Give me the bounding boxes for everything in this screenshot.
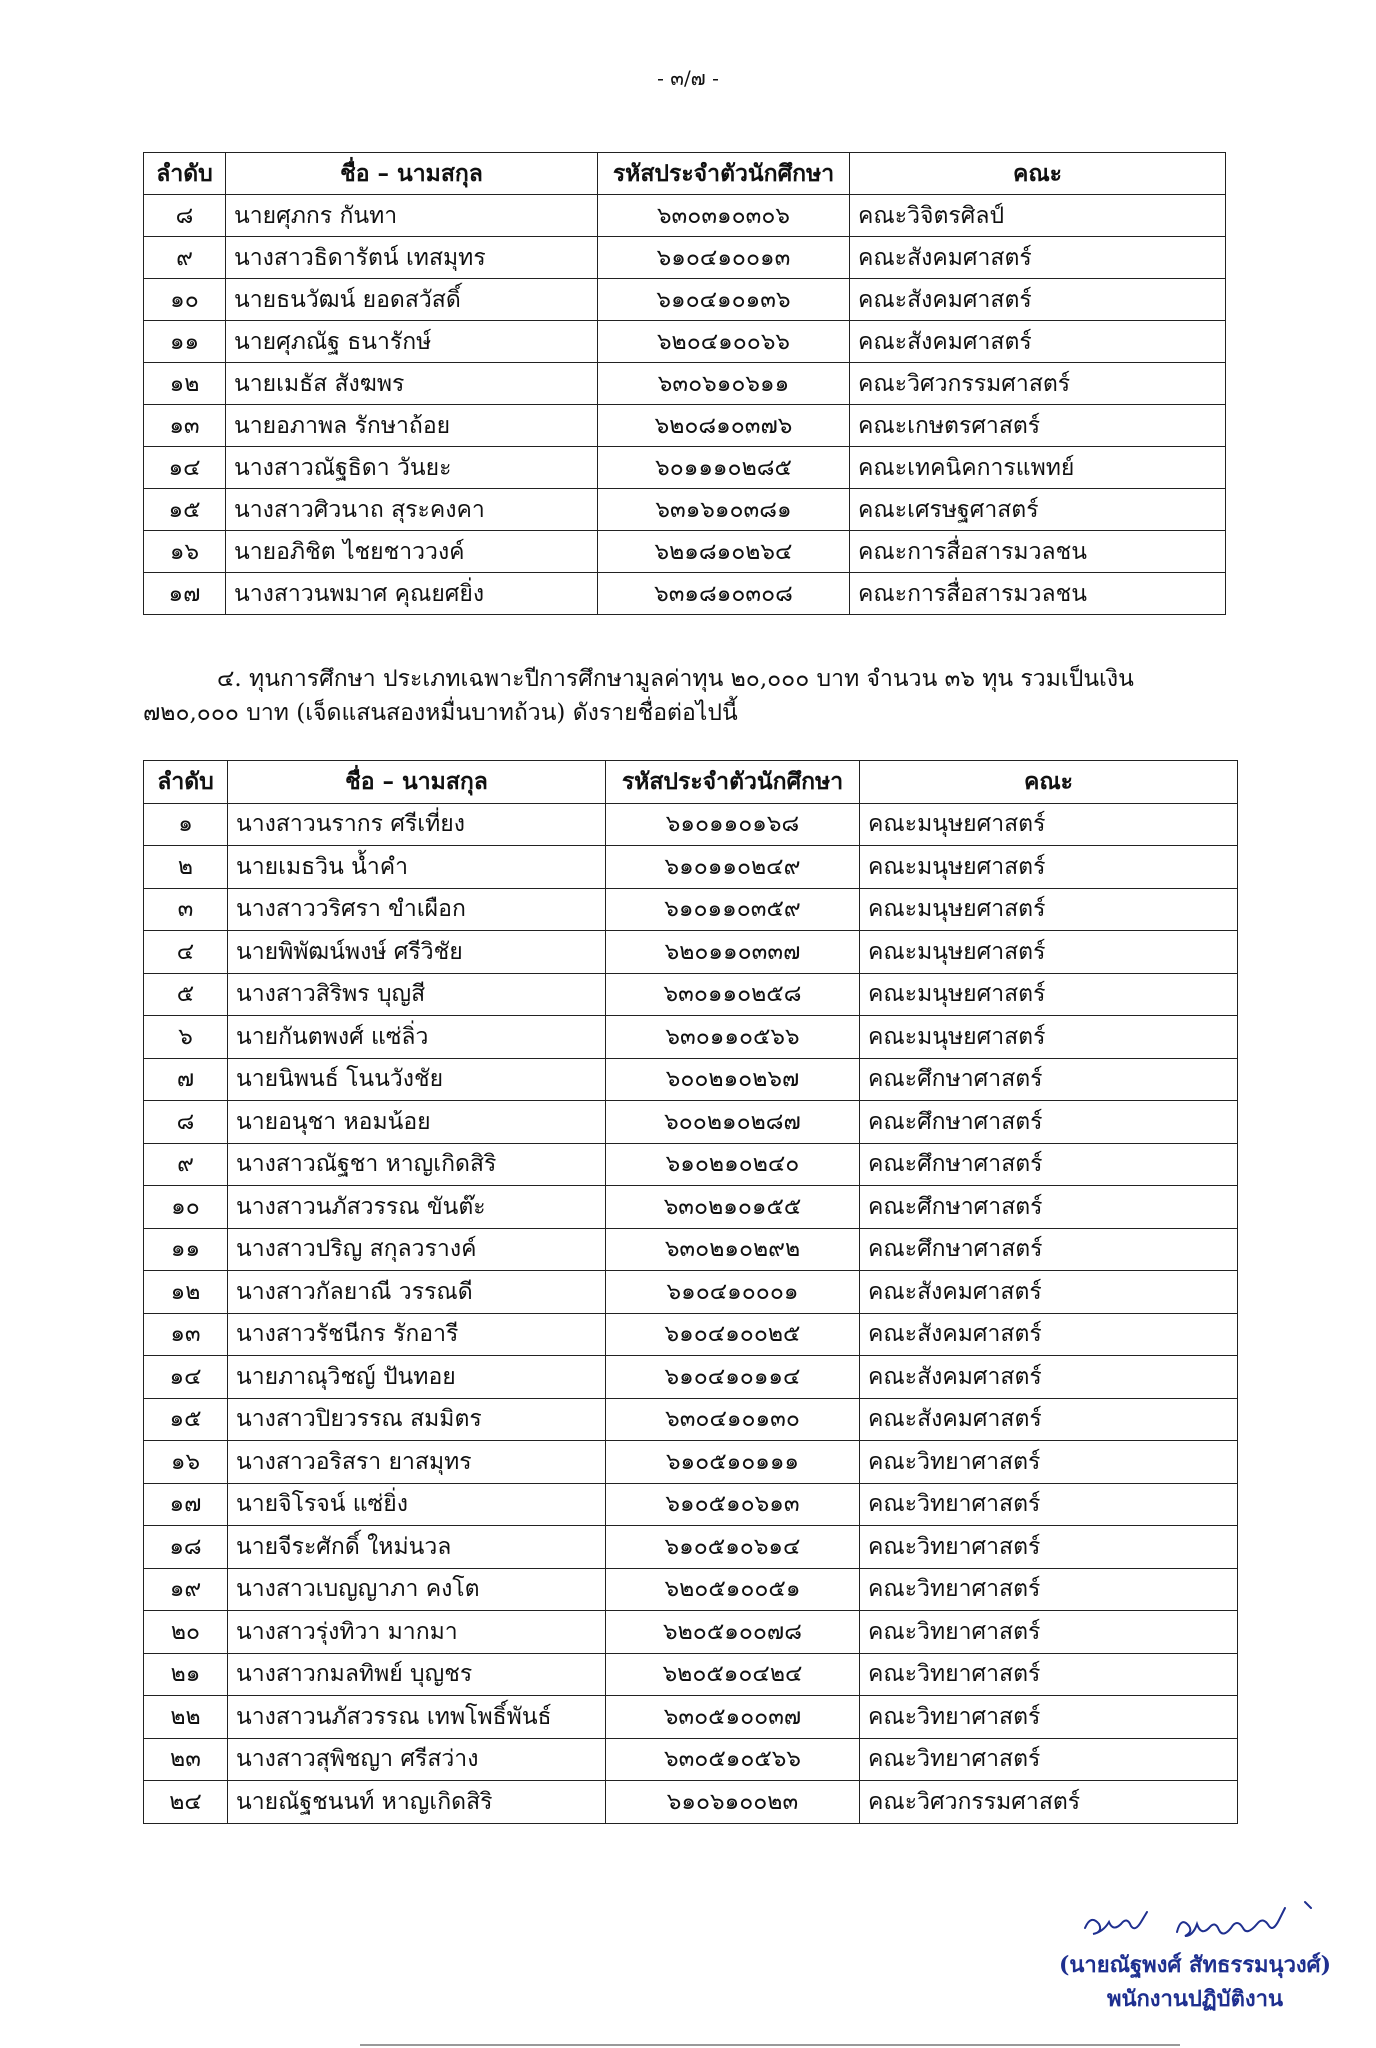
cell-student-id: ๖๒๐๕๑๐๐๗๘ (606, 1611, 860, 1654)
cell-name: นายธนวัฒน์ ยอดสวัสดิ์ (226, 279, 598, 321)
cell-student-id: ๖๑๐๔๑๐๐๒๕ (606, 1313, 860, 1356)
table-row (144, 1313, 1238, 1356)
cell-student-id: ๖๑๐๔๑๐๑๑๔ (606, 1356, 860, 1399)
cell-name: นางสาวสุพิชญา ศรีสว่าง (228, 1738, 606, 1781)
cell-no: ๗ (144, 1058, 228, 1101)
bottom-divider (360, 2044, 1180, 2046)
cell-faculty: คณะวิจิตรศิลป์ (850, 195, 1226, 237)
cell-student-id: ๖๓๐๖๑๐๖๑๑ (598, 363, 850, 405)
cell-faculty: คณะมนุษยศาสตร์ (860, 931, 1238, 974)
cell-name: นางสาวนภัสวรรณ ขันต๊ะ (228, 1186, 606, 1229)
signature-block (1030, 1898, 1360, 2016)
table-row (144, 1781, 1238, 1824)
cell-name: นางสาวสิริพร บุญสี (228, 973, 606, 1016)
table-row (144, 1143, 1238, 1186)
cell-no: ๑๕ (144, 1398, 228, 1441)
cell-no: ๑ (144, 803, 228, 846)
page-number: - ๓/๗ - (657, 66, 719, 90)
cell-no: ๒๐ (144, 1611, 228, 1654)
cell-faculty: คณะวิทยาศาสตร์ (860, 1441, 1238, 1484)
cell-name: นายณัฐชนนท์ หาญเกิดสิริ (228, 1781, 606, 1824)
cell-faculty: คณะมนุษยศาสตร์ (860, 803, 1238, 846)
signatory-title: พนักงานปฏิบัติงาน (1106, 1986, 1284, 2012)
cell-no: ๑๖ (144, 1441, 228, 1484)
table-row (144, 237, 1226, 279)
cell-name: นางสาวปริญ สกุลวรางค์ (228, 1228, 606, 1271)
cell-student-id: ๖๐๐๒๑๐๒๖๗ (606, 1058, 860, 1101)
table-row (144, 1441, 1238, 1484)
cell-name: นางสาววริศรา ขำเผือก (228, 888, 606, 931)
cell-name: นางสาวณัฐชา หาญเกิดสิริ (228, 1143, 606, 1186)
section-4-paragraph (143, 662, 1243, 730)
cell-faculty: คณะวิทยาศาสตร์ (860, 1568, 1238, 1611)
cell-no: ๙ (144, 237, 226, 279)
cell-student-id: ๖๒๐๕๑๐๐๕๑ (606, 1568, 860, 1611)
table-row (144, 1016, 1238, 1059)
cell-no: ๑๕ (144, 489, 226, 531)
cell-student-id: ๖๒๐๘๑๐๓๗๖ (598, 405, 850, 447)
cell-student-id: ๖๑๐๔๑๐๐๐๑ (606, 1271, 860, 1314)
cell-name: นายกันตพงศ์ แซ่ลิ่ว (228, 1016, 606, 1059)
table-row (144, 573, 1226, 615)
cell-no: ๑๙ (144, 1568, 228, 1611)
cell-name: นายนิพนธ์ โนนวังชัย (228, 1058, 606, 1101)
header-student-id: รหัสประจำตัวนักศึกษา (606, 761, 860, 804)
cell-student-id: ๖๓๐๑๑๐๕๖๖ (606, 1016, 860, 1059)
cell-faculty: คณะเศรษฐศาสตร์ (850, 489, 1226, 531)
table-row (144, 489, 1226, 531)
table-row (144, 1398, 1238, 1441)
cell-name: นางสาวปิยวรรณ สมมิตร (228, 1398, 606, 1441)
cell-name: นายภาณุวิชญ์ ปันทอย (228, 1356, 606, 1399)
table-row (144, 195, 1226, 237)
table-row (144, 1611, 1238, 1654)
cell-student-id: ๖๑๐๒๑๐๒๔๐ (606, 1143, 860, 1186)
cell-faculty: คณะมนุษยศาสตร์ (860, 973, 1238, 1016)
handwritten-signature (1065, 1898, 1325, 1948)
cell-student-id: ๖๑๐๕๑๐๖๑๓ (606, 1483, 860, 1526)
cell-name: นางสาวรัชนีกร รักอารี (228, 1313, 606, 1356)
table-row (144, 1101, 1238, 1144)
cell-no: ๑๘ (144, 1526, 228, 1569)
table-row (144, 1356, 1238, 1399)
cell-student-id: ๖๒๐๕๑๐๔๒๔ (606, 1653, 860, 1696)
cell-no: ๑๑ (144, 1228, 228, 1271)
cell-no: ๑๒ (144, 363, 226, 405)
table-row (144, 1483, 1238, 1526)
table-row (144, 1568, 1238, 1611)
cell-faculty: คณะศึกษาศาสตร์ (860, 1058, 1238, 1101)
cell-no: ๘ (144, 195, 226, 237)
cell-no: ๑๗ (144, 1483, 228, 1526)
section-4-line-1: ๔. ทุนการศึกษา ประเภทเฉพาะปีการศึกษามูลค่าทุน ๒๐,๐๐๐ บาท จำนวน ๓๖ ทุน รวมเป็นเงิน (217, 666, 1134, 692)
cell-faculty: คณะสังคมศาสตร์ (860, 1313, 1238, 1356)
cell-name: นายอภิชิต ไชยชาววงค์ (226, 531, 598, 573)
cell-faculty: คณะวิทยาศาสตร์ (860, 1483, 1238, 1526)
cell-name: นางสาวศิวนาถ สุระคงคา (226, 489, 598, 531)
cell-faculty: คณะวิทยาศาสตร์ (860, 1611, 1238, 1654)
cell-name: นายอนุชา หอมน้อย (228, 1101, 606, 1144)
table-row (144, 1738, 1238, 1781)
header-name: ชื่อ – นามสกุล (226, 153, 598, 195)
cell-name: นางสาวรุ่งทิวา มากมา (228, 1611, 606, 1654)
cell-student-id: ๖๑๐๕๑๐๑๑๑ (606, 1441, 860, 1484)
cell-student-id: ๖๒๑๘๑๐๒๖๔ (598, 531, 850, 573)
header-faculty: คณะ (860, 761, 1238, 804)
cell-no: ๑๓ (144, 1313, 228, 1356)
table-row (144, 803, 1238, 846)
header-name: ชื่อ – นามสกุล (228, 761, 606, 804)
cell-student-id: ๖๐๑๑๑๐๒๘๕ (598, 447, 850, 489)
cell-no: ๒๑ (144, 1653, 228, 1696)
cell-name: นางสาวอริสรา ยาสมุทร (228, 1441, 606, 1484)
cell-student-id: ๖๓๐๔๑๐๑๓๐ (606, 1398, 860, 1441)
cell-faculty: คณะสังคมศาสตร์ (860, 1398, 1238, 1441)
cell-no: ๒๒ (144, 1696, 228, 1739)
cell-name: นางสาวนรากร ศรีเที่ยง (228, 803, 606, 846)
table-row (144, 531, 1226, 573)
cell-faculty: คณะสังคมศาสตร์ (850, 279, 1226, 321)
cell-faculty: คณะมนุษยศาสตร์ (860, 846, 1238, 889)
table-row (144, 405, 1226, 447)
cell-no: ๑๖ (144, 531, 226, 573)
signatory-name: (นายณัฐพงศ์ สัทธรรมนุวงศ์) (1058, 1952, 1332, 1978)
cell-name: นางสาวกัลยาณี วรรณดี (228, 1271, 606, 1314)
table-row (144, 1228, 1238, 1271)
table-row (144, 279, 1226, 321)
cell-faculty: คณะการสื่อสารมวลชน (850, 573, 1226, 615)
cell-faculty: คณะเกษตรศาสตร์ (850, 405, 1226, 447)
cell-name: นายจีระศักดิ์ ใหม่นวล (228, 1526, 606, 1569)
cell-name: นางสาวธิดารัตน์ เทสมุทร (226, 237, 598, 279)
cell-faculty: คณะศึกษาศาสตร์ (860, 1101, 1238, 1144)
cell-no: ๑๐ (144, 279, 226, 321)
cell-name: นางสาวกมลทิพย์ บุญชร (228, 1653, 606, 1696)
cell-name: นายศุภณัฐ ธนารักษ์ (226, 321, 598, 363)
cell-no: ๑๓ (144, 405, 226, 447)
cell-faculty: คณะวิศวกรรมศาสตร์ (860, 1781, 1238, 1824)
cell-no: ๘ (144, 1101, 228, 1144)
cell-name: นางสาวนพมาศ คุณยศยิ่ง (226, 573, 598, 615)
cell-faculty: คณะสังคมศาสตร์ (850, 321, 1226, 363)
table-row (144, 1696, 1238, 1739)
scholarship-table-section-4 (143, 760, 1238, 1824)
table-row (144, 1271, 1238, 1314)
table-row (144, 973, 1238, 1016)
cell-faculty: คณะการสื่อสารมวลชน (850, 531, 1226, 573)
cell-student-id: ๖๓๐๒๑๐๑๕๕ (606, 1186, 860, 1229)
table-header-row (144, 153, 1226, 195)
cell-faculty: คณะศึกษาศาสตร์ (860, 1228, 1238, 1271)
cell-no: ๑๗ (144, 573, 226, 615)
cell-student-id: ๖๓๑๘๑๐๓๐๘ (598, 573, 850, 615)
cell-no: ๑๐ (144, 1186, 228, 1229)
cell-faculty: คณะสังคมศาสตร์ (860, 1356, 1238, 1399)
cell-student-id: ๖๓๐๑๑๐๒๕๘ (606, 973, 860, 1016)
section-4-line-2: ๗๒๐,๐๐๐ บาท (เจ็ดแสนสองหมื่นบาทถ้วน) ดังรายชื่อต่อไปนี้ (143, 700, 738, 726)
cell-name: นางสาวณัฐธิดา วันยะ (226, 447, 598, 489)
table-header-row (144, 761, 1238, 804)
table-row (144, 1653, 1238, 1696)
table-row (144, 888, 1238, 931)
cell-no: ๒๔ (144, 1781, 228, 1824)
cell-faculty: คณะมนุษยศาสตร์ (860, 888, 1238, 931)
cell-student-id: ๖๑๐๔๑๐๐๑๓ (598, 237, 850, 279)
cell-student-id: ๖๓๑๖๑๐๓๘๑ (598, 489, 850, 531)
cell-no: ๔ (144, 931, 228, 974)
header-student-id: รหัสประจำตัวนักศึกษา (598, 153, 850, 195)
cell-name: นางสาวเบญญาภา คงโต (228, 1568, 606, 1611)
table-row (144, 447, 1226, 489)
cell-name: นายเมธวิน น้ำคำ (228, 846, 606, 889)
cell-no: ๓ (144, 888, 228, 931)
cell-no: ๑๑ (144, 321, 226, 363)
cell-name: นายพิพัฒน์พงษ์ ศรีวิชัย (228, 931, 606, 974)
cell-student-id: ๖๑๐๔๑๐๑๓๖ (598, 279, 850, 321)
cell-name: นายศุภกร กันทา (226, 195, 598, 237)
cell-name: นางสาวนภัสวรรณ เทพโพธิ์พันธ์ (228, 1696, 606, 1739)
cell-no: ๑๔ (144, 1356, 228, 1399)
table-row (144, 1526, 1238, 1569)
cell-student-id: ๖๒๐๔๑๐๐๖๖ (598, 321, 850, 363)
cell-student-id: ๖๒๐๑๑๐๓๓๗ (606, 931, 860, 974)
cell-no: ๒๓ (144, 1738, 228, 1781)
cell-student-id: ๖๑๐๑๑๐๑๖๘ (606, 803, 860, 846)
cell-student-id: ๖๐๐๒๑๐๒๘๗ (606, 1101, 860, 1144)
cell-faculty: คณะวิทยาศาสตร์ (860, 1526, 1238, 1569)
table-row (144, 321, 1226, 363)
cell-student-id: ๖๑๐๕๑๐๖๑๔ (606, 1526, 860, 1569)
cell-faculty: คณะวิศวกรรมศาสตร์ (850, 363, 1226, 405)
table-row (144, 931, 1238, 974)
table-row (144, 1058, 1238, 1101)
cell-faculty: คณะศึกษาศาสตร์ (860, 1186, 1238, 1229)
cell-name: นายอภาพล รักษาถ้อย (226, 405, 598, 447)
cell-student-id: ๖๓๐๓๑๐๓๐๖ (598, 195, 850, 237)
cell-faculty: คณะวิทยาศาสตร์ (860, 1653, 1238, 1696)
cell-student-id: ๖๑๐๑๑๐๓๕๙ (606, 888, 860, 931)
cell-faculty: คณะมนุษยศาสตร์ (860, 1016, 1238, 1059)
cell-faculty: คณะสังคมศาสตร์ (860, 1271, 1238, 1314)
cell-student-id: ๖๑๐๑๑๐๒๔๙ (606, 846, 860, 889)
cell-faculty: คณะเทคนิคการแพทย์ (850, 447, 1226, 489)
cell-student-id: ๖๑๐๖๑๐๐๒๓ (606, 1781, 860, 1824)
scholarship-table-continued (143, 152, 1226, 615)
cell-student-id: ๖๓๐๕๑๐๕๖๖ (606, 1738, 860, 1781)
cell-student-id: ๖๓๐๕๑๐๐๓๗ (606, 1696, 860, 1739)
cell-name: นายจิโรจน์ แซ่ยิ่ง (228, 1483, 606, 1526)
cell-faculty: คณะศึกษาศาสตร์ (860, 1143, 1238, 1186)
cell-no: ๑๒ (144, 1271, 228, 1314)
cell-faculty: คณะวิทยาศาสตร์ (860, 1738, 1238, 1781)
table-row (144, 846, 1238, 889)
cell-student-id: ๖๓๐๒๑๐๒๙๒ (606, 1228, 860, 1271)
cell-faculty: คณะสังคมศาสตร์ (850, 237, 1226, 279)
header-faculty: คณะ (850, 153, 1226, 195)
cell-no: ๕ (144, 973, 228, 1016)
table-row (144, 1186, 1238, 1229)
cell-no: ๙ (144, 1143, 228, 1186)
header-no: ลำดับ (144, 153, 226, 195)
table-row (144, 363, 1226, 405)
header-no: ลำดับ (144, 761, 228, 804)
cell-no: ๖ (144, 1016, 228, 1059)
cell-no: ๑๔ (144, 447, 226, 489)
cell-no: ๒ (144, 846, 228, 889)
cell-faculty: คณะวิทยาศาสตร์ (860, 1696, 1238, 1739)
cell-name: นายเมธัส สังฆพร (226, 363, 598, 405)
